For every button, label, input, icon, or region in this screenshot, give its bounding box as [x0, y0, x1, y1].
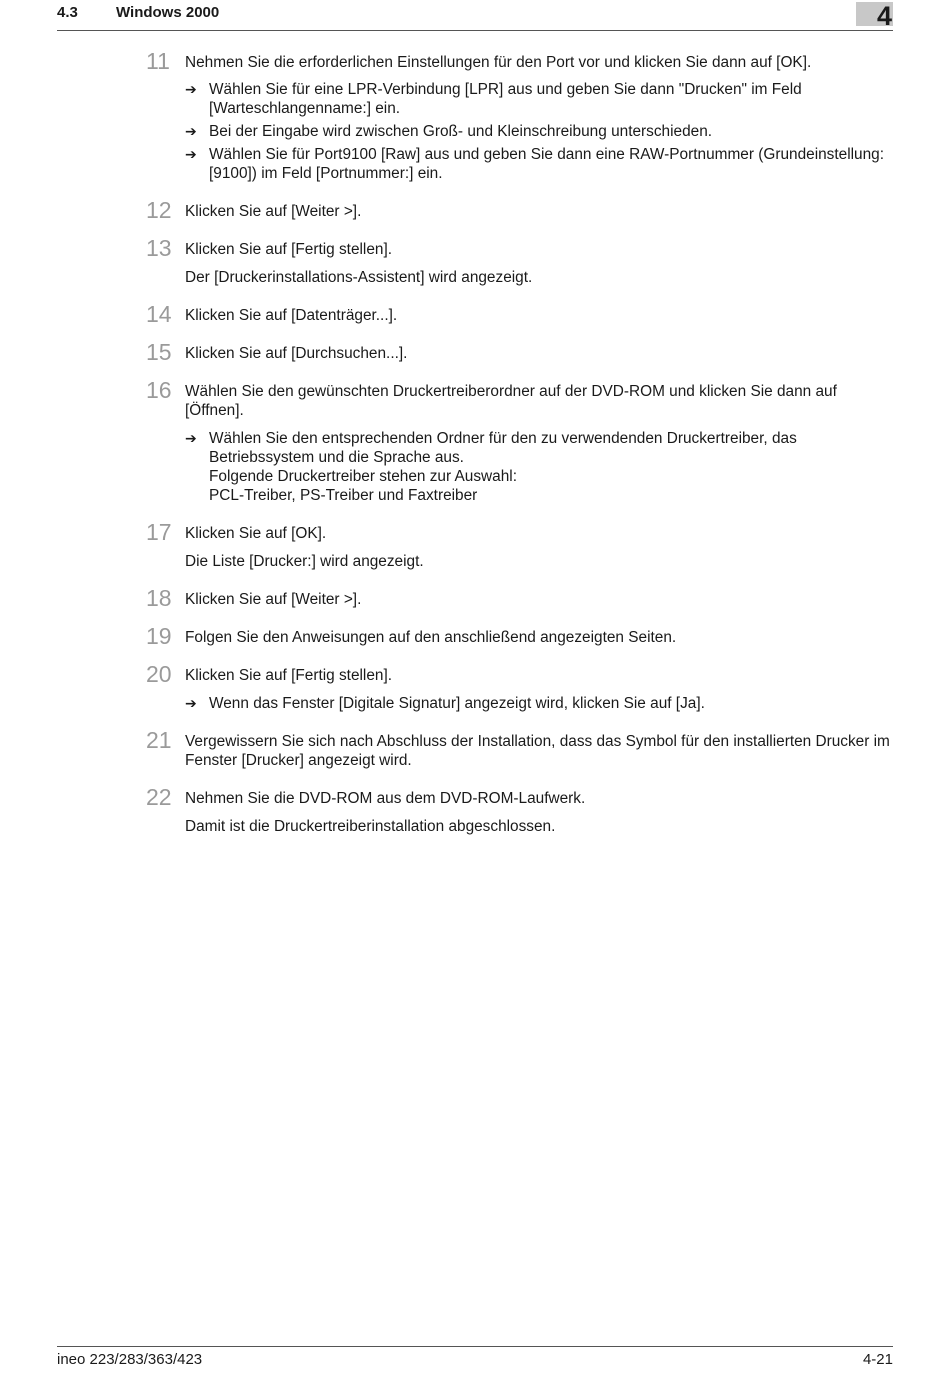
page-footer: [57, 1346, 893, 1377]
step-number: 21: [146, 727, 172, 753]
step-number: 20: [146, 661, 172, 687]
step-number: 12: [146, 197, 172, 223]
step-text: Klicken Sie auf [Weiter >].: [185, 203, 362, 220]
step-number: 22: [146, 784, 172, 810]
step-number: 16: [146, 377, 172, 403]
arrow-icon: ➔: [185, 695, 197, 711]
page-number: 4-21: [862, 1351, 893, 1368]
step-number: 13: [146, 235, 172, 261]
step-17-note: Die Liste [Drucker:] wird angezeigt.: [185, 553, 424, 570]
step-number: 18: [146, 585, 172, 611]
step-text: Folgen Sie den Anweisungen auf den anschließend angezeigten Seiten.: [185, 629, 677, 646]
step-text: Nehmen Sie die erforderlichen Einstellungen für den Port vor und klicken Sie dann auf [OK].: [185, 54, 812, 71]
step-number: 19: [146, 623, 172, 649]
step-22-note: Damit ist die Druckertreiberinstallation abgeschlossen.: [185, 818, 556, 835]
section-number: 4.3: [57, 4, 78, 21]
step-text: Klicken Sie auf [Fertig stellen].: [185, 667, 393, 684]
step-number: 14: [146, 301, 172, 327]
chapter-number: 4: [876, 1, 892, 31]
chapter-tab: [856, 1, 893, 31]
step-text: Klicken Sie auf [Datenträger...].: [185, 307, 398, 324]
arrow-icon: ➔: [185, 430, 197, 446]
step-number: 11: [146, 48, 170, 74]
step-text: Nehmen Sie die DVD-ROM aus dem DVD-ROM-Laufwerk.: [185, 790, 586, 807]
step-text: Klicken Sie auf [Durchsuchen...].: [185, 345, 408, 362]
page-header: [57, 0, 893, 31]
step-number: 17: [146, 519, 172, 545]
arrow-icon: ➔: [185, 146, 197, 162]
arrow-icon: ➔: [185, 123, 197, 139]
step-text: Wählen Sie den gewünschten Druckertreiberordner auf der DVD-ROM und klicken Sie dann auf [Öffnen].: [185, 383, 837, 419]
arrow-icon: ➔: [185, 81, 197, 97]
step-text: Klicken Sie auf [Fertig stellen].: [185, 241, 393, 258]
section-title: Windows 2000: [116, 4, 220, 21]
model-name: ineo 223/283/363/423: [57, 1351, 203, 1368]
step-number: 15: [146, 339, 172, 365]
step-text: Vergewissern Sie sich nach Abschluss der Installation, dass das Symbol für den installierten Drucker im Fenster [Drucker] angezeigt wird.: [185, 733, 890, 769]
step-text: Klicken Sie auf [Weiter >].: [185, 591, 362, 608]
step-13-note: Der [Druckerinstallations-Assistent] wird angezeigt.: [185, 269, 533, 286]
step-text: Klicken Sie auf [OK].: [185, 525, 327, 542]
